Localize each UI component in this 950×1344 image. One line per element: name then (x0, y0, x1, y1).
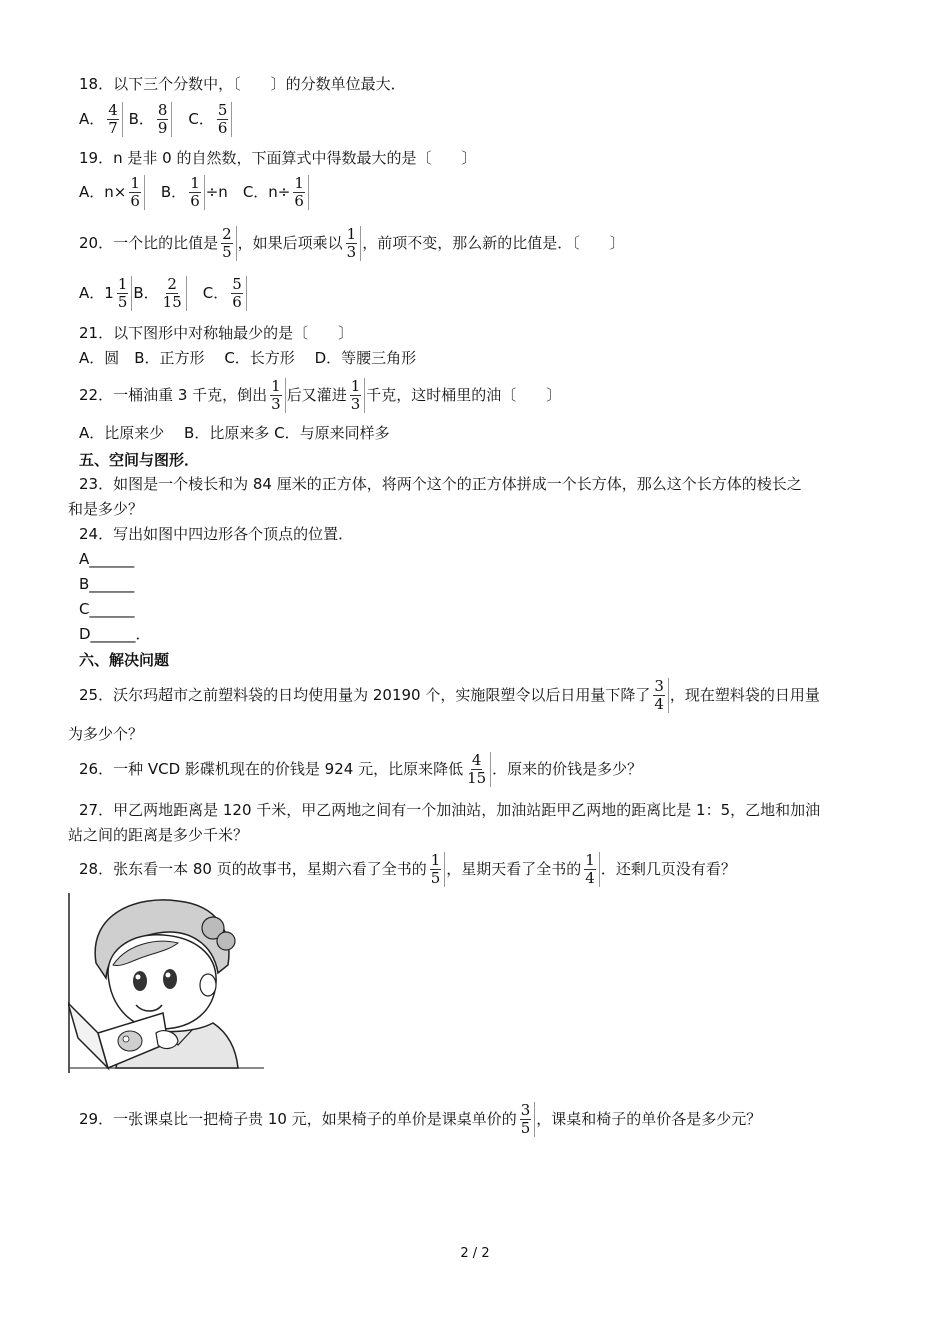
q22-options: A．比原来少 B．比原来多 C．与原来同样多 (79, 424, 390, 442)
q22-text: 22．一桶油重 3 千克，倒出 $\frac{1}{3}$ 后又灌进 $\frac{1}{3}$ 千克，这时桶里的油〔 〕 (79, 377, 562, 413)
q20-text: 20．一个比的比值是 $\frac{2}{5}$ ，如果后项乘以 $\frac{1}{3}$ ，前项不变，那么新的比值是．〔 〕 (79, 225, 625, 261)
q24-text: 24．写出如图中四边形各个顶点的位置． (79, 525, 354, 543)
q20-option-a-label: A．1 (79, 284, 114, 302)
fraction: $\frac{1}{5}$ (115, 276, 133, 311)
girl-reading-illustration (68, 893, 264, 1073)
fraction: $\frac{5}{6}$ (215, 102, 233, 137)
q18-option-b-label: B． (123, 110, 154, 128)
fraction: $\frac{3}{5}$ (518, 1102, 536, 1137)
q21-text: 21．以下图形中对称轴最少的是〔 〕 (79, 324, 354, 342)
page-number: 2 / 2 (460, 1246, 490, 1261)
fraction: $\frac{2}{5}$ (219, 226, 237, 261)
q26-text: 26．一种 VCD 影碟机现在的价钱是 924 元，比原来降低 $\frac{4}{15}$ ．原来的价钱是多少？ (79, 751, 643, 787)
fraction: $\frac{4}{15}$ (464, 752, 491, 787)
fraction: $\frac{3}{4}$ (651, 678, 669, 713)
q18-options (79, 102, 233, 137)
fraction: $\frac{2}{15}$ (160, 276, 187, 311)
fraction: $\frac{1}{6}$ (187, 175, 205, 210)
q19-option-b-tail: ÷n (205, 183, 228, 201)
fraction: $\frac{1}{4}$ (582, 852, 600, 887)
section-heading-6: 六、解决问题 (79, 651, 170, 669)
q23-line1: 23．如图是一个棱长和为 84 厘米的正方体，将两个这个的正方体拼成一个长方体，那么这个长方体的棱长之 (79, 475, 802, 493)
q29-text: 29．一张课桌比一把椅子贵 10 元，如果椅子的单价是课桌单价的 $\frac{3}{5}$ ，课桌和椅子的单价各是多少元？ (79, 1101, 762, 1137)
q24-answer-b: B______ (79, 575, 135, 593)
q27-line2: 站之间的距离是多少千米？ (68, 826, 249, 844)
q24-answer-c: C______ (79, 600, 135, 618)
fraction: $\frac{5}{6}$ (229, 276, 247, 311)
fraction: $\frac{1}{3}$ (268, 378, 286, 413)
q20-option-b-label: B． (133, 284, 159, 302)
q18-text: 18．以下三个分数中，〔 〕的分数单位最大． (79, 75, 406, 93)
fraction: $\frac{1}{3}$ (344, 226, 362, 261)
q25-line2: 为多少个？ (68, 725, 144, 743)
q18-option-c-label: C． (173, 110, 214, 128)
fraction: $\frac{8}{9}$ (155, 102, 173, 137)
q19-text: 19．n 是非 0 的自然数，下面算式中得数最大的是〔 〕 (79, 149, 477, 167)
fraction: $\frac{1}{6}$ (127, 175, 145, 210)
q20-options (79, 276, 248, 311)
fraction: $\frac{1}{5}$ (428, 852, 446, 887)
fraction: $\frac{1}{3}$ (348, 378, 366, 413)
q19-options (79, 175, 310, 210)
fraction: $\frac{4}{7}$ (105, 102, 123, 137)
q20-option-c-label: C． (187, 284, 229, 302)
q24-answer-d: D______． (79, 625, 151, 643)
q19-option-a-label: A．n× (79, 183, 127, 201)
q28-text: 28．张东看一本 80 页的故事书，星期六看了全书的 $\frac{1}{5}$ ，星期天看了全书的 $\frac{1}{4}$ ．还剩几页没有看？ (79, 851, 736, 887)
q19-option-b-label: B． (145, 183, 187, 201)
q25-line1: 25．沃尔玛超市之前塑料袋的日均使用量为 20190 个，实施限塑令以后日用量下降了 $\frac{3}{4}$ ，现在塑料袋的日用量 (79, 677, 820, 713)
fraction: $\frac{1}{6}$ (291, 175, 309, 210)
q27-line1: 27．甲乙两地距离是 120 千米，甲乙两地之间有一个加油站，加油站距甲乙两地的距离比是 1：5，乙地和加油 (79, 801, 821, 819)
q19-option-c-label: C．n÷ (227, 183, 291, 201)
q21-options: A．圆 B．正方形 C．长方形 D．等腰三角形 (79, 349, 417, 367)
q23-line2: 和是多少？ (68, 500, 144, 518)
q24-answer-a: A______ (79, 550, 135, 568)
section-heading-5: 五、空间与图形． (79, 451, 200, 469)
q18-option-a-label: A． (79, 110, 105, 128)
